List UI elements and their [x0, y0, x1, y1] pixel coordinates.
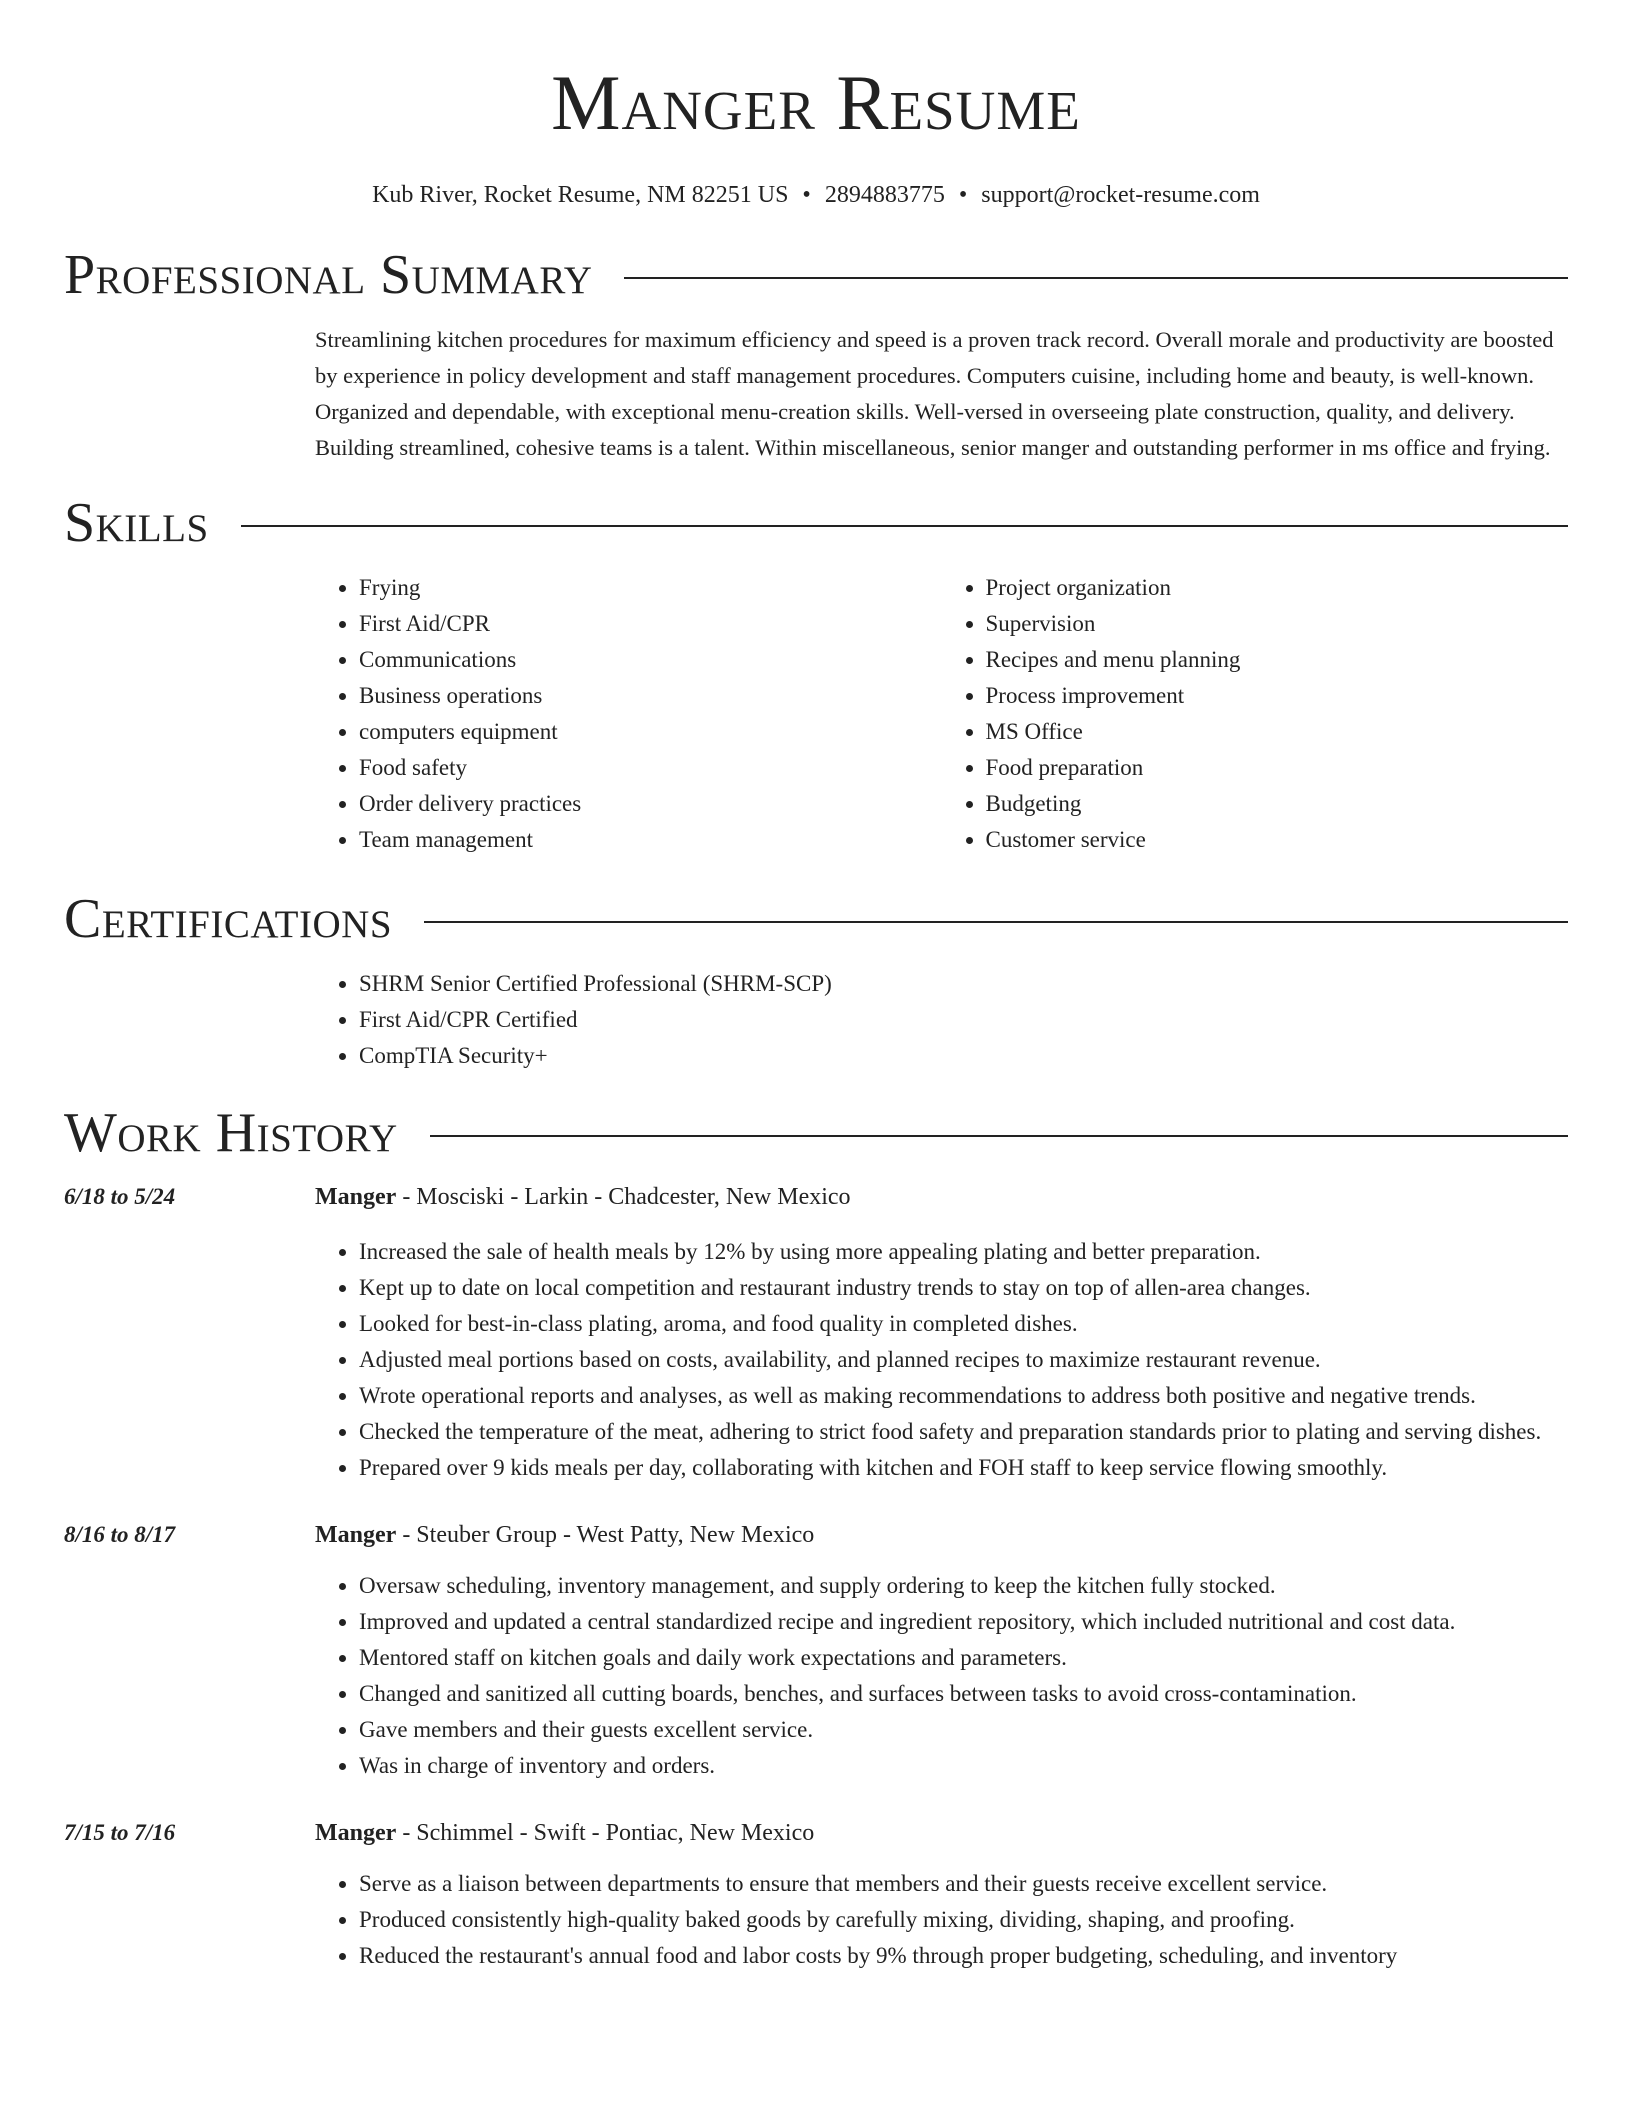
certifications-section-header — [64, 888, 1568, 950]
skill-item: • Food preparation — [986, 750, 1569, 786]
job-bullet: • Was in charge of inventory and orders. — [359, 1748, 1568, 1784]
job-heading — [315, 1520, 1568, 1550]
job-company: - Mosciski - Larkin - Chadcester, New Mexico — [396, 1184, 851, 1210]
job-title: Manger — [315, 1522, 397, 1548]
job-bullet: • Reduced the restaurant's annual food and labor costs by 9% through proper budgeting, scheduling, and inventory — [359, 1938, 1568, 1974]
certification-item: • CompTIA Security+ — [359, 1038, 1568, 1074]
work-history-section-header — [64, 1102, 1568, 1164]
job-bullet: • Serve as a liaison between departments to ensure that members and their guests receive excellent service. — [359, 1866, 1568, 1902]
skill-item: • Supervision — [986, 606, 1569, 642]
job-bullet: • Changed and sanitized all cutting boards, benches, and surfaces between tasks to avoid cross-contamination. — [359, 1676, 1568, 1712]
work-history-heading: Work History — [64, 1102, 398, 1164]
skill-item: • First Aid/CPR — [359, 606, 942, 642]
job-bullet: • Prepared over 9 kids meals per day, collaborating with kitchen and FOH staff to keep service flowing smoothly. — [359, 1450, 1568, 1486]
job-bullet: • Adjusted meal portions based on costs, availability, and planned recipes to maximize restaurant revenue. — [359, 1342, 1568, 1378]
job-entry — [64, 1182, 1568, 1486]
job-bullet: • Produced consistently high-quality baked goods by carefully mixing, dividing, shaping, and proofing. — [359, 1902, 1568, 1938]
skill-item: • Business operations — [359, 678, 942, 714]
skill-item: • Food safety — [359, 750, 942, 786]
skill-item: • Customer service — [986, 822, 1569, 858]
skill-item: • Order delivery practices — [359, 786, 942, 822]
contact-line — [64, 180, 1568, 210]
skills-column-left — [315, 570, 942, 858]
job-bullet: • Mentored staff on kitchen goals and daily work expectations and parameters. — [359, 1640, 1568, 1676]
skill-item: • Recipes and menu planning — [986, 642, 1569, 678]
section-divider — [430, 1135, 1568, 1137]
certification-item: • SHRM Senior Certified Professional (SHRM-SCP) — [359, 966, 1568, 1002]
resume-page — [64, 0, 1568, 1974]
job-bullet: • Improved and updated a central standardized recipe and ingredient repository, which included nutritional and cost data. — [359, 1604, 1568, 1640]
job-heading — [315, 1818, 1568, 1848]
skills-heading: Skills — [64, 492, 209, 554]
resume-name: Manger Resume — [551, 59, 1081, 146]
job-entry — [64, 1818, 1568, 1974]
job-bullets — [315, 1568, 1568, 1784]
job-details — [315, 1818, 1568, 1974]
section-divider — [624, 277, 1568, 279]
summary-text: Streamlining kitchen procedures for maximum efficiency and speed is a proven track record. Overall morale and productivity are boosted by experience in policy development and staff management procedures. Computers cuisine, including home and beauty, is well-known. Organized and dependable, with exceptional menu-creation skills. Well-versed in overseeing plate construction, quality, and delivery. Building streamlined, cohesive teams is a talent. Within miscellaneous, senior manger and outstanding performer in ms office and frying. — [315, 327, 1554, 460]
job-bullet: • Kept up to date on local competition and restaurant industry trends to stay on top of allen-area changes. — [359, 1270, 1568, 1306]
job-title: Manger — [315, 1184, 397, 1210]
job-title: Manger — [315, 1820, 397, 1846]
skills-column-right — [942, 570, 1569, 858]
job-bullet: • Increased the sale of health meals by 12% by using more appealing plating and better preparation. — [359, 1234, 1568, 1270]
job-bullets — [315, 1234, 1568, 1486]
job-bullet: • Looked for best-in-class plating, aroma, and food quality in completed dishes. — [359, 1306, 1568, 1342]
section-divider — [241, 525, 1568, 527]
skill-item: • MS Office — [986, 714, 1569, 750]
job-bullet: • Checked the temperature of the meat, adhering to strict food safety and preparation standards prior to plating and serving dishes. — [359, 1414, 1568, 1450]
skill-item: • Process improvement — [986, 678, 1569, 714]
job-bullet: • Wrote operational reports and analyses, as well as making recommendations to address both positive and negative trends. — [359, 1378, 1568, 1414]
skills-list — [315, 570, 1568, 858]
job-dates: 8/16 to 8/17 — [64, 1522, 176, 1547]
job-dates: 6/18 to 5/24 — [64, 1184, 176, 1209]
job-dates: 7/15 to 7/16 — [64, 1820, 176, 1845]
job-details — [315, 1182, 1568, 1486]
job-company: - Schimmel - Swift - Pontiac, New Mexico — [396, 1820, 815, 1846]
job-details — [315, 1520, 1568, 1784]
contact-separator: • — [802, 182, 811, 208]
job-bullets — [315, 1866, 1568, 1974]
section-divider — [424, 921, 1568, 923]
job-bullet: • Gave members and their guests excellent service. — [359, 1712, 1568, 1748]
job-company: - Steuber Group - West Patty, New Mexico — [396, 1522, 815, 1548]
contact-email: support@rocket-resume.com — [981, 182, 1260, 208]
skill-item: • Frying — [359, 570, 942, 606]
skill-item: • computers equipment — [359, 714, 942, 750]
summary-section-header — [64, 244, 1568, 306]
skills-section-header — [64, 492, 1568, 554]
skill-item: • Communications — [359, 642, 942, 678]
contact-separator: • — [958, 182, 968, 208]
certifications-list — [315, 966, 1568, 1074]
summary-heading: Professional Summary — [64, 244, 593, 306]
contact-address: Kub River, Rocket Resume, NM 82251 US — [372, 182, 789, 208]
skill-item: • Team management — [359, 822, 942, 858]
job-entry — [64, 1520, 1568, 1784]
certifications-heading: Certifications — [64, 888, 393, 950]
job-heading — [315, 1182, 1568, 1212]
skill-item: • Project organization — [986, 570, 1569, 606]
contact-phone: 2894883775 — [824, 182, 945, 208]
certification-item: • First Aid/CPR Certified — [359, 1002, 1568, 1038]
job-bullet: • Oversaw scheduling, inventory management, and supply ordering to keep the kitchen fully stocked. — [359, 1568, 1568, 1604]
skill-item: • Budgeting — [986, 786, 1569, 822]
